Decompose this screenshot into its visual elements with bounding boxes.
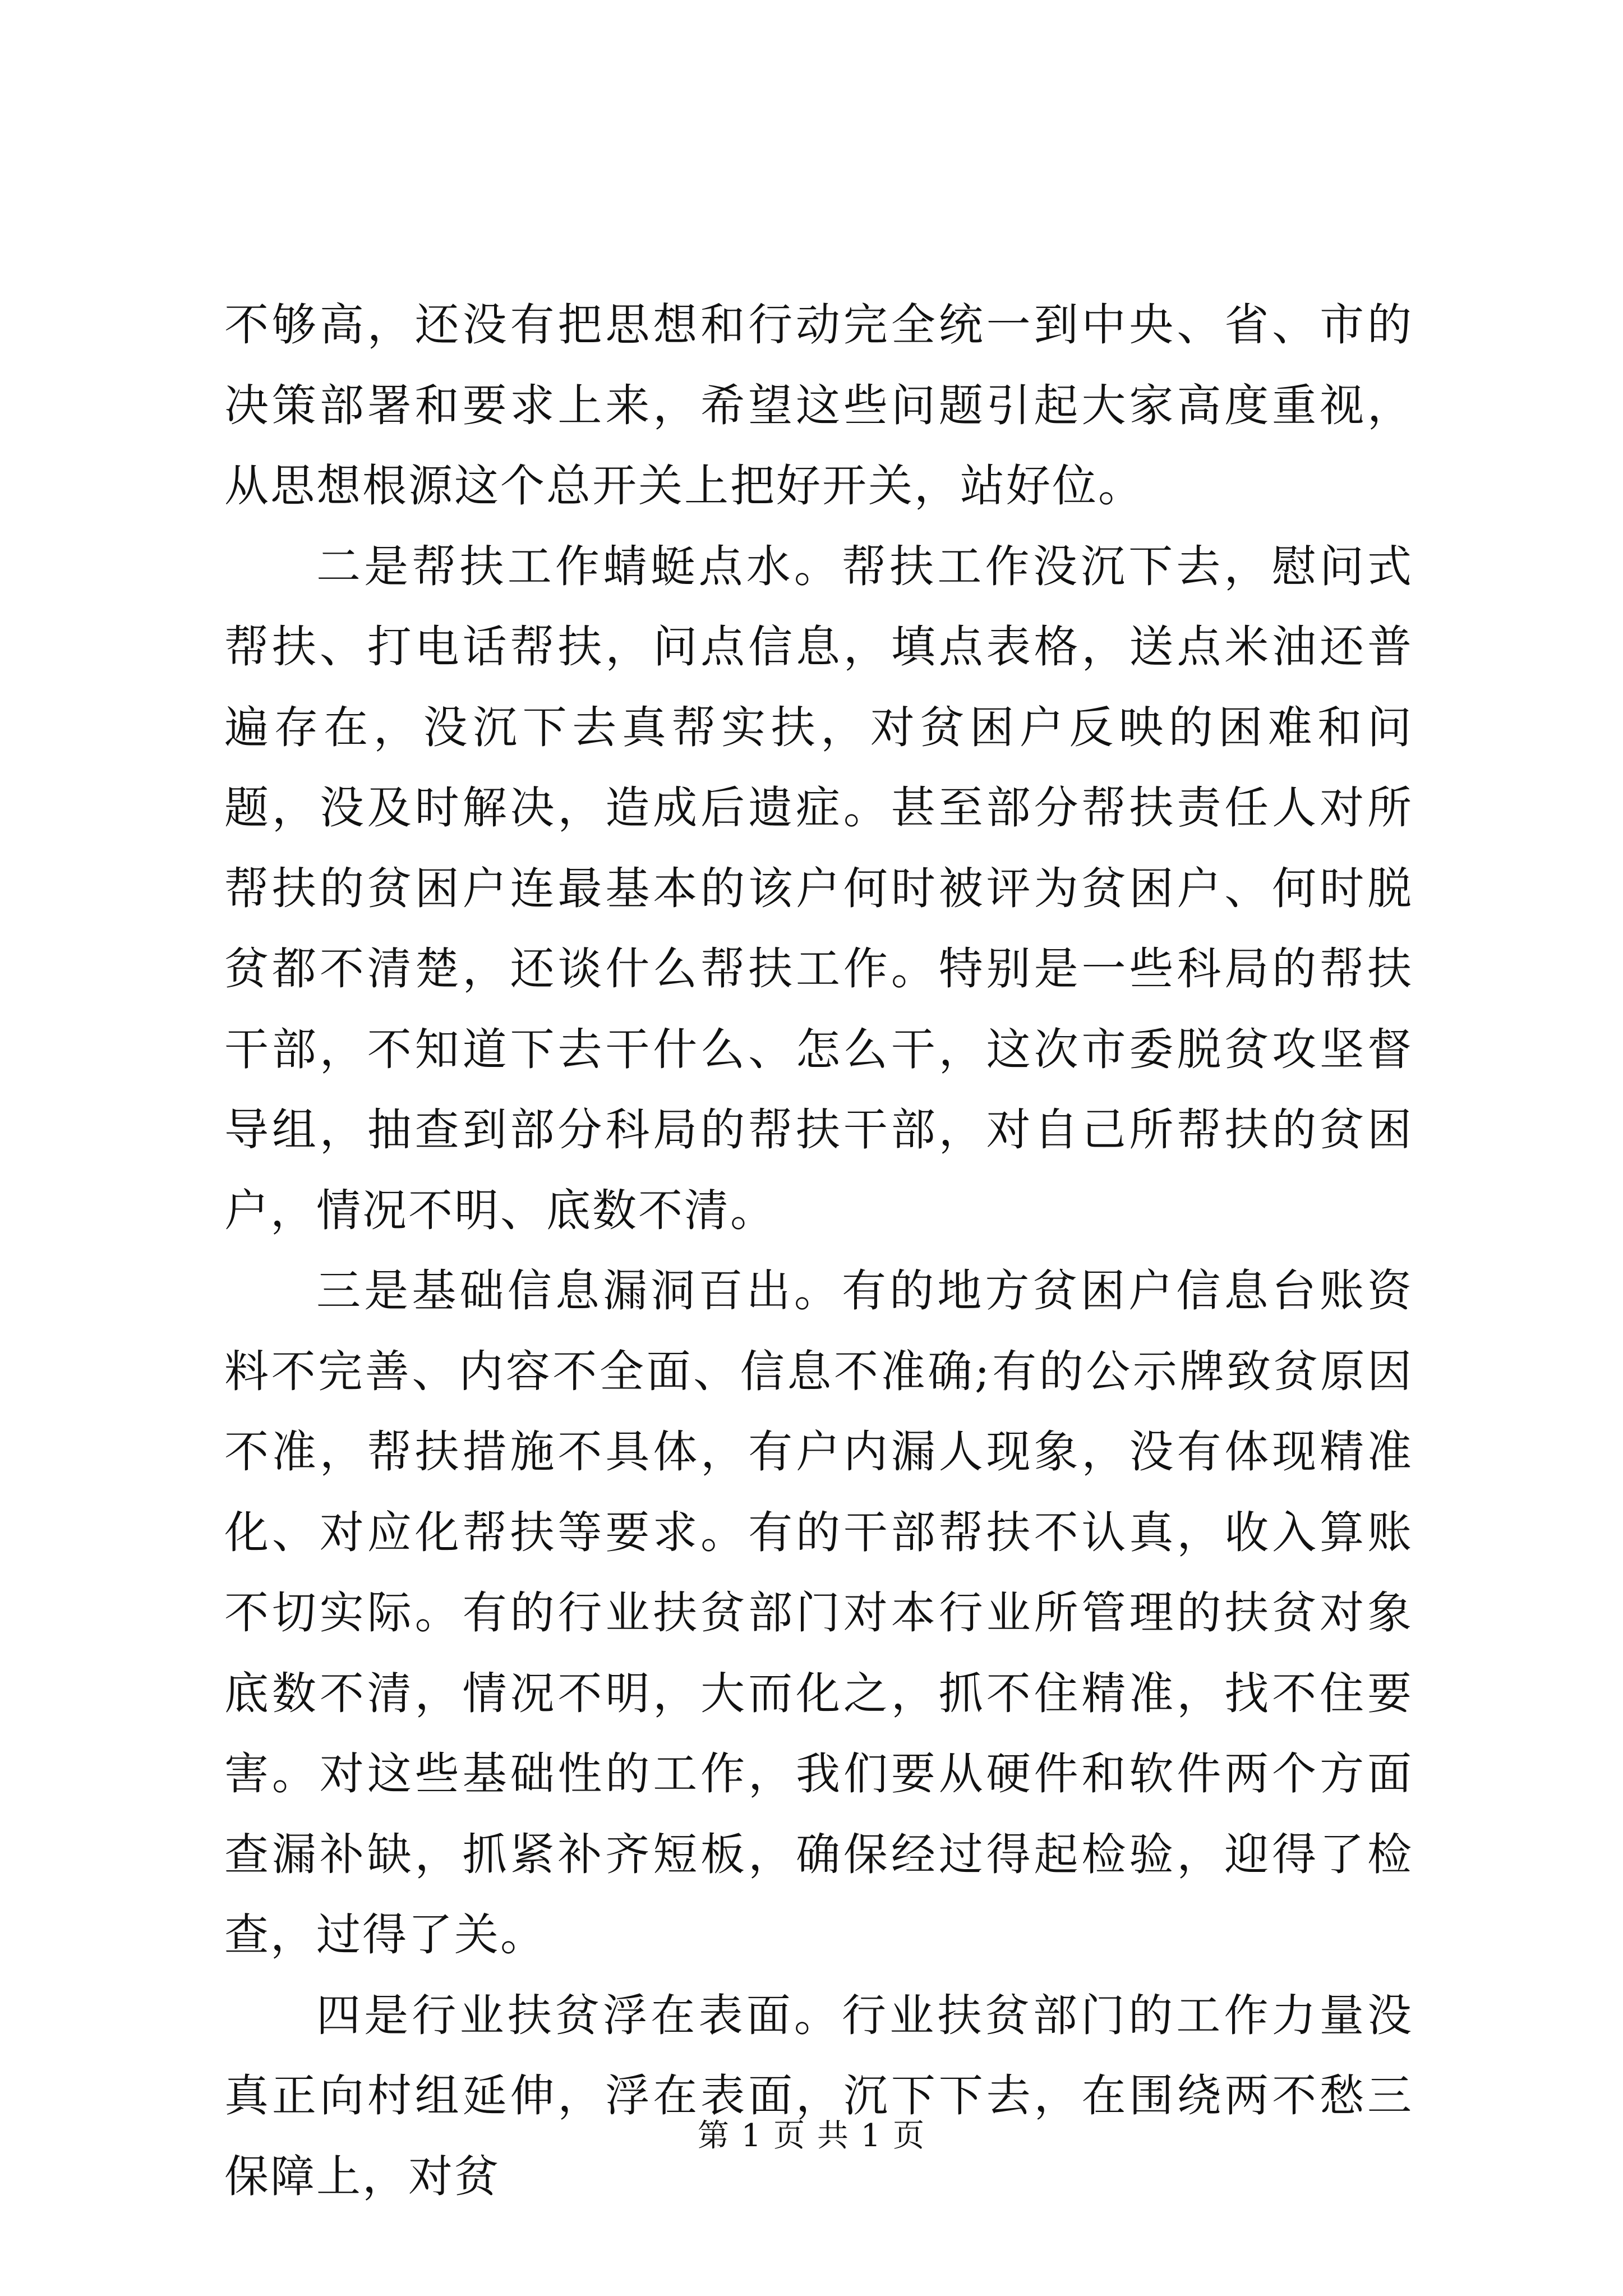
paragraph-continuation: 不够高，还没有把思想和行动完全统一到中央、省、市的决策部署和要求上来，希望这些问题引起大家高度重视，从思想根源这个总开关上把好开关，站好位。 (224, 299, 1413, 512)
page-footer (0, 2116, 1623, 2156)
document-body (224, 285, 1413, 2217)
paragraph-point-three: 三是基础信息漏洞百出。有的地方贫困户信息台账资料不完善、内容不全面、信息不准确;有的公示牌致贫原因不准，帮扶措施不具体，有户内漏人现象，没有体现精准化、对应化帮扶等要求。有的干部帮扶不认真，收入算账不切实际。有的行业扶贫部门对本行业所管理的扶贫对象底数不清，情况不明，大而化之，抓不住精准，找不住要害。对这些基础性的工作，我们要从硬件和软件两个方面查漏补缺，抓紧补齐短板，确保经过得起检验，迎得了检查，过得了关。 (224, 1265, 1413, 1961)
paragraph-point-four: 四是行业扶贫浮在表面。行业扶贫部门的工作力量没真正向村组延伸，浮在表面，沉下下去，在围绕两不愁三保障上，对贫 (224, 1989, 1413, 2202)
page-number-label: 第 1 页 共 1 页 (697, 2118, 926, 2154)
paragraph-point-two: 二是帮扶工作蜻蜓点水。帮扶工作没沉下去，慰问式帮扶、打电话帮扶，问点信息，填点表格，送点米油还普遍存在，没沉下去真帮实扶，对贫困户反映的困难和问题，没及时解决，造成后遗症。甚至部分帮扶责任人对所帮扶的贫困户连最基本的该户何时被评为贫困户、何时脱贫都不清楚，还谈什么帮扶工作。特别是一些科局的帮扶干部，不知道下去干什么、怎么干，这次市委脱贫攻坚督导组，抽查到部分科局的帮扶干部，对自己所帮扶的贫困户，情况不明、底数不清。 (224, 540, 1413, 1236)
